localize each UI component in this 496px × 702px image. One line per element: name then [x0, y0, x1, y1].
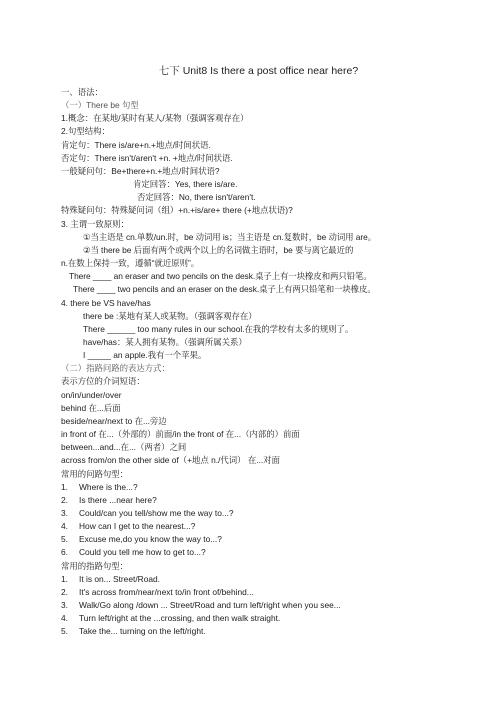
list-number: 3.	[61, 508, 68, 518]
list-item	[61, 599, 456, 612]
negative-line: 否定句：There isn't/aren't +n. +地点/时间状语.	[61, 152, 233, 163]
special-question-line: 特殊疑问句：特殊疑问词（组）+n.+is/are+ there (+地点状语)?	[61, 205, 293, 216]
list-item	[61, 612, 456, 625]
agreement-rule-2: ②当 there be 后面有两个或两个以上的名词做主语时，be 要与离它最近的	[83, 244, 354, 255]
list-text: Excuse me,do you know the way to...?	[79, 534, 222, 545]
list-item	[61, 507, 456, 520]
negative-answer-line: 否定回答：No, there isn't/aren't.	[137, 192, 256, 203]
list-text: It's across from/near/next to/in front of/behind...	[79, 586, 254, 597]
list-text: Turn left/right at the ...crossing, and then walk straight.	[79, 613, 281, 624]
ask-way-heading: 常用的问路句型：	[61, 468, 128, 479]
list-item	[61, 494, 456, 507]
there-be-definition: there be :某地有某人或某物。（强调客观存在）	[83, 310, 257, 321]
guide-way-list	[61, 573, 456, 639]
positive-answer-line: 肯定回答：Yes, there is/are.	[133, 179, 238, 190]
list-item	[61, 533, 456, 546]
list-text: How can I get to the nearest...?	[79, 521, 196, 532]
subsection-there-be: （一）There be 句型	[61, 100, 139, 111]
agreement-heading: 3. 主谓一致原则：	[61, 218, 129, 229]
ask-way-list	[61, 481, 456, 560]
have-has-example: I _____ an apple.我有一个苹果。	[83, 350, 207, 361]
preposition-in-front-of: in front of 在...（外部的）前面/in the front of 在...（内部的）前面	[61, 429, 300, 440]
list-number: 4.	[61, 521, 68, 532]
list-text: Is there ...near here?	[79, 494, 157, 505]
list-text: Could you tell me how to get to...?	[79, 547, 206, 558]
list-text: Walk/Go along /down ... Street/Road and turn left/right when you see...	[79, 600, 341, 611]
example-eraser-first: There ____ an eraser and two pencils on the desk.桌子上有一块橡皮和两只铅笔。	[69, 271, 372, 282]
document-title: 七下 Unit8 Is there a post office near here?	[158, 65, 359, 77]
prepositions-heading: 表示方位的介词短语：	[61, 376, 145, 387]
structure-heading: 2.句型结构：	[61, 126, 110, 137]
preposition-on-in: on/in/under/over	[61, 389, 122, 400]
example-pencils-first: There ____ two pencils and an eraser on the desk.桌子上有两只铅笔和一块橡皮。	[73, 284, 376, 295]
list-text: It is on... Street/Road.	[79, 573, 160, 584]
there-be-example: There ______ too many rules in our school.在我的学校有太多的规则了。	[83, 323, 354, 334]
subsection-directions: （二）指路问路的表达方式：	[61, 363, 170, 374]
list-item	[61, 625, 456, 638]
list-number: 4.	[61, 613, 68, 624]
list-number: 5.	[61, 534, 68, 545]
general-question-line: 一般疑问句：Be+there+n.+地点/时间状语?	[61, 165, 220, 176]
list-item	[61, 481, 456, 494]
list-item	[61, 586, 456, 599]
list-number: 6.	[61, 547, 68, 558]
list-number: 1.	[61, 573, 68, 584]
list-text: Where is the...?	[79, 481, 138, 492]
agreement-rule-2-cont: n.在数上保持一致，遵循“就近原则”。	[61, 258, 200, 269]
there-be-vs-have-heading: 4. there be VS have/has	[61, 297, 151, 308]
list-text: Could/can you tell/show me the way to...?	[79, 508, 234, 518]
list-number: 2.	[61, 586, 68, 597]
list-number: 5.	[61, 626, 68, 637]
guide-way-heading: 常用的指路句型：	[61, 560, 128, 571]
preposition-between: between...and...在...（两者）之间	[61, 442, 187, 453]
preposition-behind: behind 在...后面	[61, 402, 121, 413]
affirmative-line: 肯定句：There is/are+n.+地点/时间状语.	[61, 139, 211, 150]
agreement-rule-1: ①当主语是 cn.单数/un.时，be 动词用 is；当主语是 cn.复数时，be 动词用 are。	[83, 231, 377, 242]
section-heading-grammar: 一、语法：	[61, 87, 103, 97]
concept-line: 1.概念：在某地/某时有某人/某物（强调客观存在）	[61, 113, 249, 124]
list-number: 2.	[61, 494, 68, 505]
list-item	[61, 546, 456, 559]
have-has-definition: have/has：某人拥有某物。（强调所属关系）	[83, 336, 247, 347]
list-text: Take the... turning on the left/right.	[79, 626, 206, 637]
list-item	[61, 520, 456, 533]
preposition-across-from: across from/on the other side of（+地点 n./代词） 在...对面	[61, 455, 280, 466]
preposition-beside: beside/near/next to 在...旁边	[61, 415, 167, 426]
list-number: 1.	[61, 481, 68, 492]
list-item	[61, 573, 456, 586]
list-number: 3.	[61, 600, 68, 611]
